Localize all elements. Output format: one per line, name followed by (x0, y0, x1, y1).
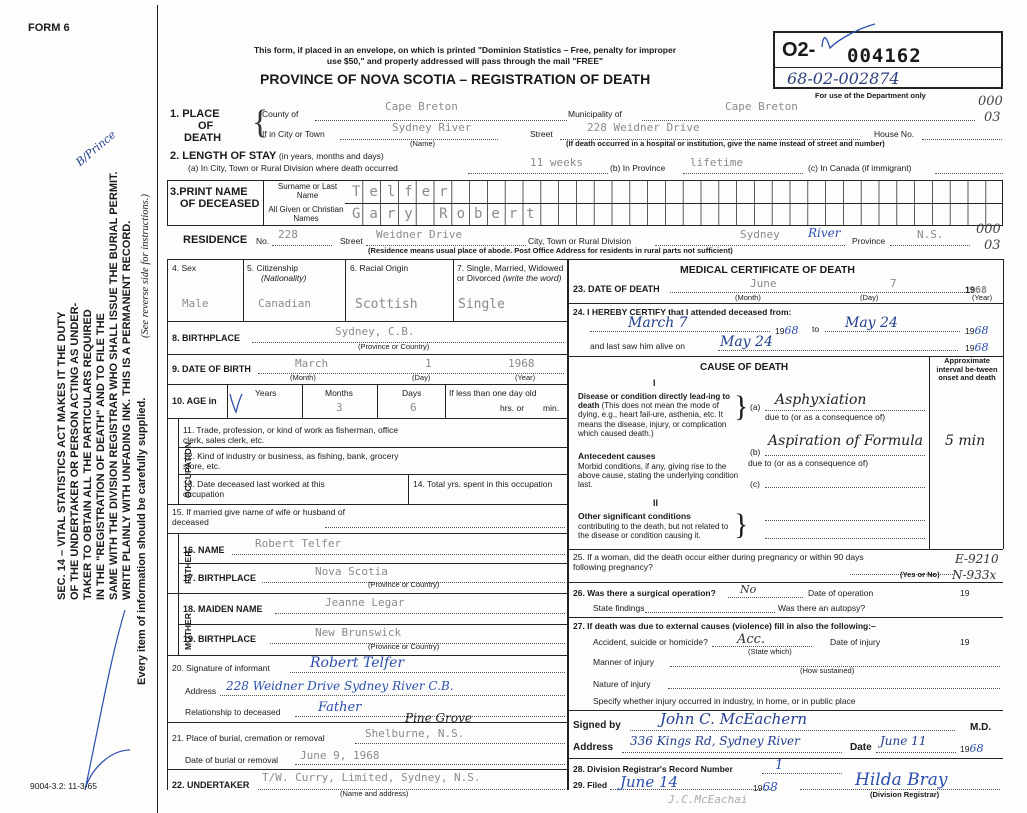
surname-value: Telfer (352, 184, 457, 200)
physician-date: June 11 (880, 734, 927, 748)
stamp: J.C.McEachai (668, 793, 748, 806)
reg-handwritten: 68-02-002874 (787, 69, 900, 88)
father-name: Robert Telfer (255, 537, 342, 550)
marital-value: Single (458, 297, 505, 312)
dob-year: 1968 (508, 357, 535, 370)
citizenship-value: Canadian (258, 297, 311, 310)
age-months: 3 (336, 401, 343, 414)
registrar-signature: Hilda Bray (855, 770, 948, 790)
medical-title: MEDICAL CERTIFICATE OF DEATH (680, 264, 855, 276)
place-title: 1. PLACE OF DEATH (170, 108, 222, 144)
dept-code-2: 03 (984, 110, 1001, 125)
filed-date: June 14 (620, 773, 679, 791)
instructions-note: Every item of information should be carefully supplied. (136, 397, 148, 685)
form-label: FORM 6 (28, 22, 70, 34)
cause-b: Aspiration of Formula (768, 433, 924, 449)
cause-a: Asphyxiation (775, 392, 867, 408)
surgical-value: No (740, 583, 757, 596)
informant-signature: Robert Telfer (310, 655, 405, 671)
municipality-value: Cape Breton (725, 100, 798, 113)
county-label: County of (262, 109, 299, 119)
margin-scribble (30, 600, 140, 800)
residence-city: Sydney (740, 228, 780, 241)
last-seen: May 24 (720, 334, 773, 350)
interval-b: 5 min (945, 433, 986, 449)
reg-prefix: O2- (782, 39, 816, 61)
burial-place: Shelburne, N.S. (365, 727, 465, 740)
residence-street: Weidner Drive (376, 228, 463, 241)
mail-notice: This form, if placed in an envelope, on which is printed "Dominion Statistics – Free, penalty for improper use $50," and properly addressed will pass through the mail "FREE" (253, 45, 677, 66)
residence-province: N.S. (917, 228, 944, 241)
dob-day: 1 (425, 357, 432, 370)
death-month: June (750, 277, 777, 290)
accident-value: Acc. (737, 632, 766, 647)
name-title: 3.PRINT NAME OF DECEASED (170, 186, 260, 210)
father-birthplace: Nova Scotia (315, 565, 388, 578)
undertaker: T/W. Curry, Limited, Sydney, N.S. (262, 771, 481, 784)
city-value: Sydney River (392, 121, 472, 134)
mother-name: Jeanne Legar (325, 596, 405, 609)
stay-b-value: lifetime (690, 156, 743, 169)
residence-no: 228 (278, 228, 298, 241)
residence-label: RESIDENCE (183, 234, 248, 246)
birthplace-value: Sydney, C.B. (335, 325, 415, 338)
reg-number: 004162 (847, 45, 922, 67)
record-number: 1 (775, 758, 784, 773)
residence-city-hw: River (808, 226, 841, 240)
dept-use: For use of the Department only (815, 91, 926, 100)
dob-month: March (295, 357, 329, 370)
form-code: 9004-3.2: 11-3-65 (30, 781, 97, 791)
dept-code-1: 000 (978, 94, 1003, 109)
city-label: If in City or Town (262, 129, 325, 139)
attended-from: March 7 (628, 315, 688, 331)
informant-relationship: Father (318, 700, 362, 715)
age-days: 6 (410, 401, 417, 414)
stay-title: 2. LENGTH OF STAY (in years, months and days) (170, 150, 384, 162)
stay-a-value: 11 weeks (530, 156, 583, 169)
burial-place-hw: Pine Grove (405, 711, 472, 725)
q25-code-2: N-933x (952, 568, 997, 582)
q25-code-1: E-9210 (955, 552, 999, 566)
street-value: 228 Weidner Drive (587, 121, 700, 134)
municipality-label: Municipality of (568, 109, 622, 119)
physician-signature: John C. McEachern (660, 710, 808, 728)
reverse-note: (See reverse side for instructions.) (140, 194, 151, 338)
check-mark (820, 22, 880, 52)
burial-date: June 9, 1968 (300, 749, 380, 762)
sex-value: Male (182, 297, 209, 310)
page-title: PROVINCE OF NOVA SCOTIA – REGISTRATION OF DEATH (260, 71, 651, 87)
physician-address: 336 Kings Rd, Sydney River (630, 734, 800, 748)
death-day: 7 (890, 277, 897, 290)
margin-handwriting: B/Prince (73, 128, 119, 169)
mother-birthplace: New Brunswick (315, 626, 402, 639)
given-value: Gary Robert (352, 206, 544, 222)
margin-line (157, 5, 158, 813)
legal-notice: SEC. 14 – VITAL STATISTICS ACT MAKES IT THE DUTY OF THE UNDERTAKER OR PERSON ACTING AS UNDER- TAKER TO OBTAIN ALL THE PARTICULARS REQUIRED IN THE "REGISTRATION OF DEATH" AND TO FILE THE SAME WITH THE DIVISION REGISTRAR WHO SHALL ISSUE THE BURIAL PERMIT. WRITE PLAINLY WITH UNFADING INK. THIS IS A PERMANENT RECORD. (56, 171, 133, 600)
racial-value: Scottish (355, 297, 418, 312)
county-value: Cape Breton (385, 100, 458, 113)
registration-box (773, 31, 1003, 89)
informant-address: 228 Weidner Drive Sydney River C.B. (226, 679, 454, 693)
attended-to: May 24 (845, 315, 898, 331)
